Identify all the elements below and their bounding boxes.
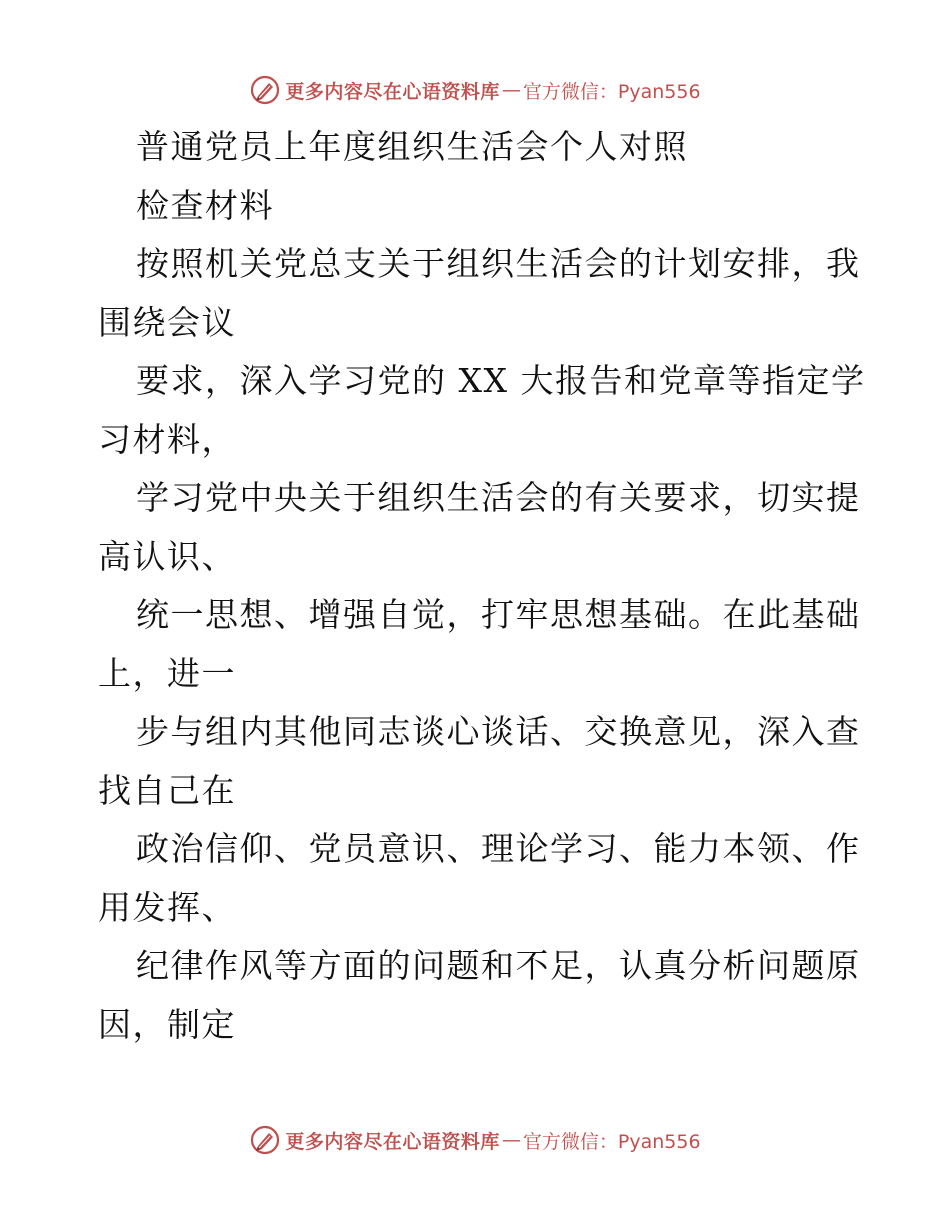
watermark-separator: — <box>501 79 521 101</box>
watermark-contact: 官方微信：Pyan556 <box>522 1130 701 1153</box>
watermark-footer <box>0 1120 950 1160</box>
paragraph-line: 按照机关党总支关于组织生活会的计划安排，我 <box>136 244 861 283</box>
pen-nib-logo-icon <box>249 74 281 106</box>
watermark-separator: — <box>501 1129 521 1151</box>
watermark-brand: 更多内容尽在心语资料库 <box>285 80 500 103</box>
pen-nib-logo-icon <box>249 1124 281 1156</box>
paragraph-line: 统一思想、增强自觉，打牢思想基础。在此基础 <box>136 595 861 634</box>
paragraph-line: 用发挥、 <box>98 887 236 927</box>
title-line: 检查材料 <box>136 185 274 225</box>
watermark-header <box>0 70 950 110</box>
title-line: 普通党员上年度组织生活会个人对照 <box>136 127 688 166</box>
paragraph-line: 上，进一 <box>98 653 236 693</box>
paragraph-line: 习材料， <box>98 419 236 459</box>
paragraph-line: 政治信仰、党员意识、理论学习、能力本领、作 <box>136 829 861 868</box>
paragraph-line: 学习党中央关于组织生活会的有关要求，切实提 <box>136 478 861 517</box>
paragraph-line: 因，制定 <box>98 1004 236 1044</box>
paragraph-line: 高认识、 <box>98 536 236 576</box>
paragraph-line: 找自己在 <box>98 770 236 810</box>
paragraph-line: 纪律作风等方面的问题和不足，认真分析问题原 <box>136 946 861 985</box>
paragraph-line: 围绕会议 <box>98 302 236 342</box>
watermark-contact: 官方微信：Pyan556 <box>522 80 701 103</box>
watermark-brand: 更多内容尽在心语资料库 <box>285 1130 500 1153</box>
paragraph-line: 步与组内其他同志谈心谈话、交换意见，深入查 <box>136 712 861 751</box>
document-body <box>98 118 866 1054</box>
paragraph-line: 要求，深入学习党的 XX 大报告和党章等指定学 <box>136 361 866 400</box>
